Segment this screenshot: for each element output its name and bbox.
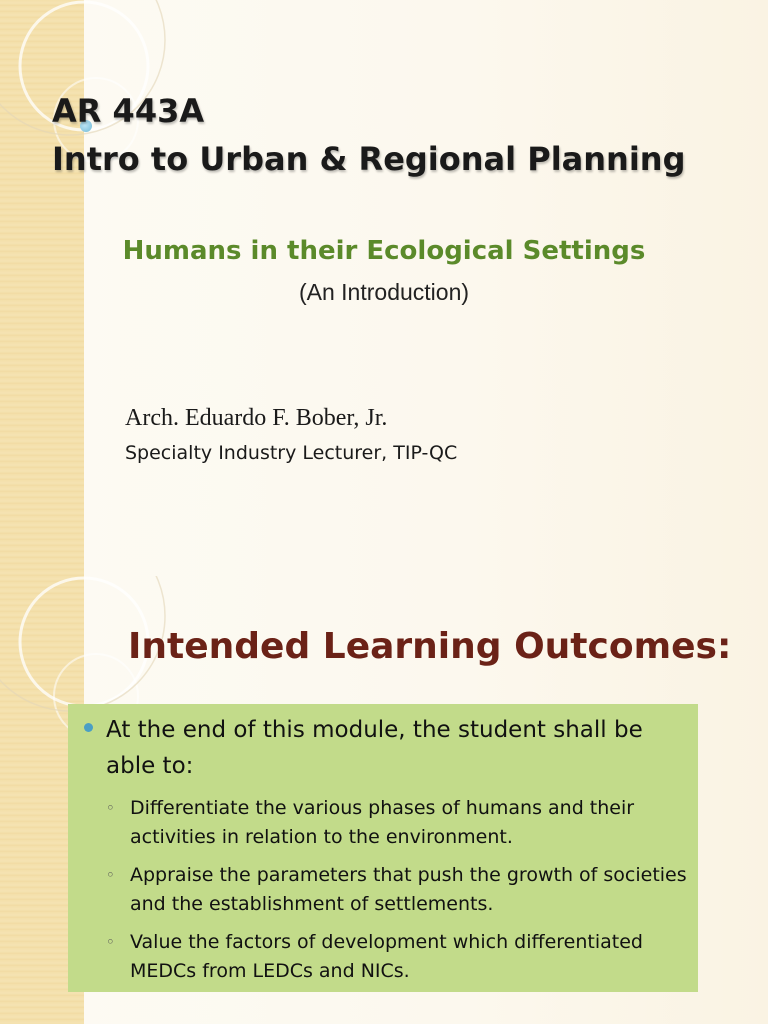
list-item [104,861,692,919]
topic-subtitle: (An Introduction) [298,279,470,305]
main-bullet-text: At the end of this module, the student shall be able to: [106,717,643,779]
outcomes-box [68,704,698,992]
list-item [104,928,692,986]
course-name: Intro to Urban & Regional Planning [52,140,686,178]
learning-outcomes-slide [0,576,768,1024]
author-title: Specialty Industry Lecturer, TIP-QC [125,442,458,464]
author-name: Arch. Eduardo F. Bober, Jr. [125,405,388,431]
sub-bullet-icon: ◦ [106,799,115,817]
sub-bullet-icon: ◦ [106,866,115,884]
outcome-text: Differentiate the various phases of humans and their activities in relation to the environment. [130,797,635,848]
list-item [104,794,692,852]
bullet-dot-icon [84,723,93,732]
course-code: AR 443A [52,92,205,130]
outcome-text: Appraise the parameters that push the growth of societies and the establishment of settlements. [130,864,687,915]
outcome-text: Value the factors of development which differentiated MEDCs from LEDCs and NICs. [130,931,643,982]
slide-title: Intended Learning Outcomes: [128,626,732,667]
sub-bullet-icon: ◦ [106,933,115,951]
topic-title: Humans in their Ecological Settings [122,236,646,266]
main-bullet [82,712,682,784]
outcomes-list [104,794,692,995]
